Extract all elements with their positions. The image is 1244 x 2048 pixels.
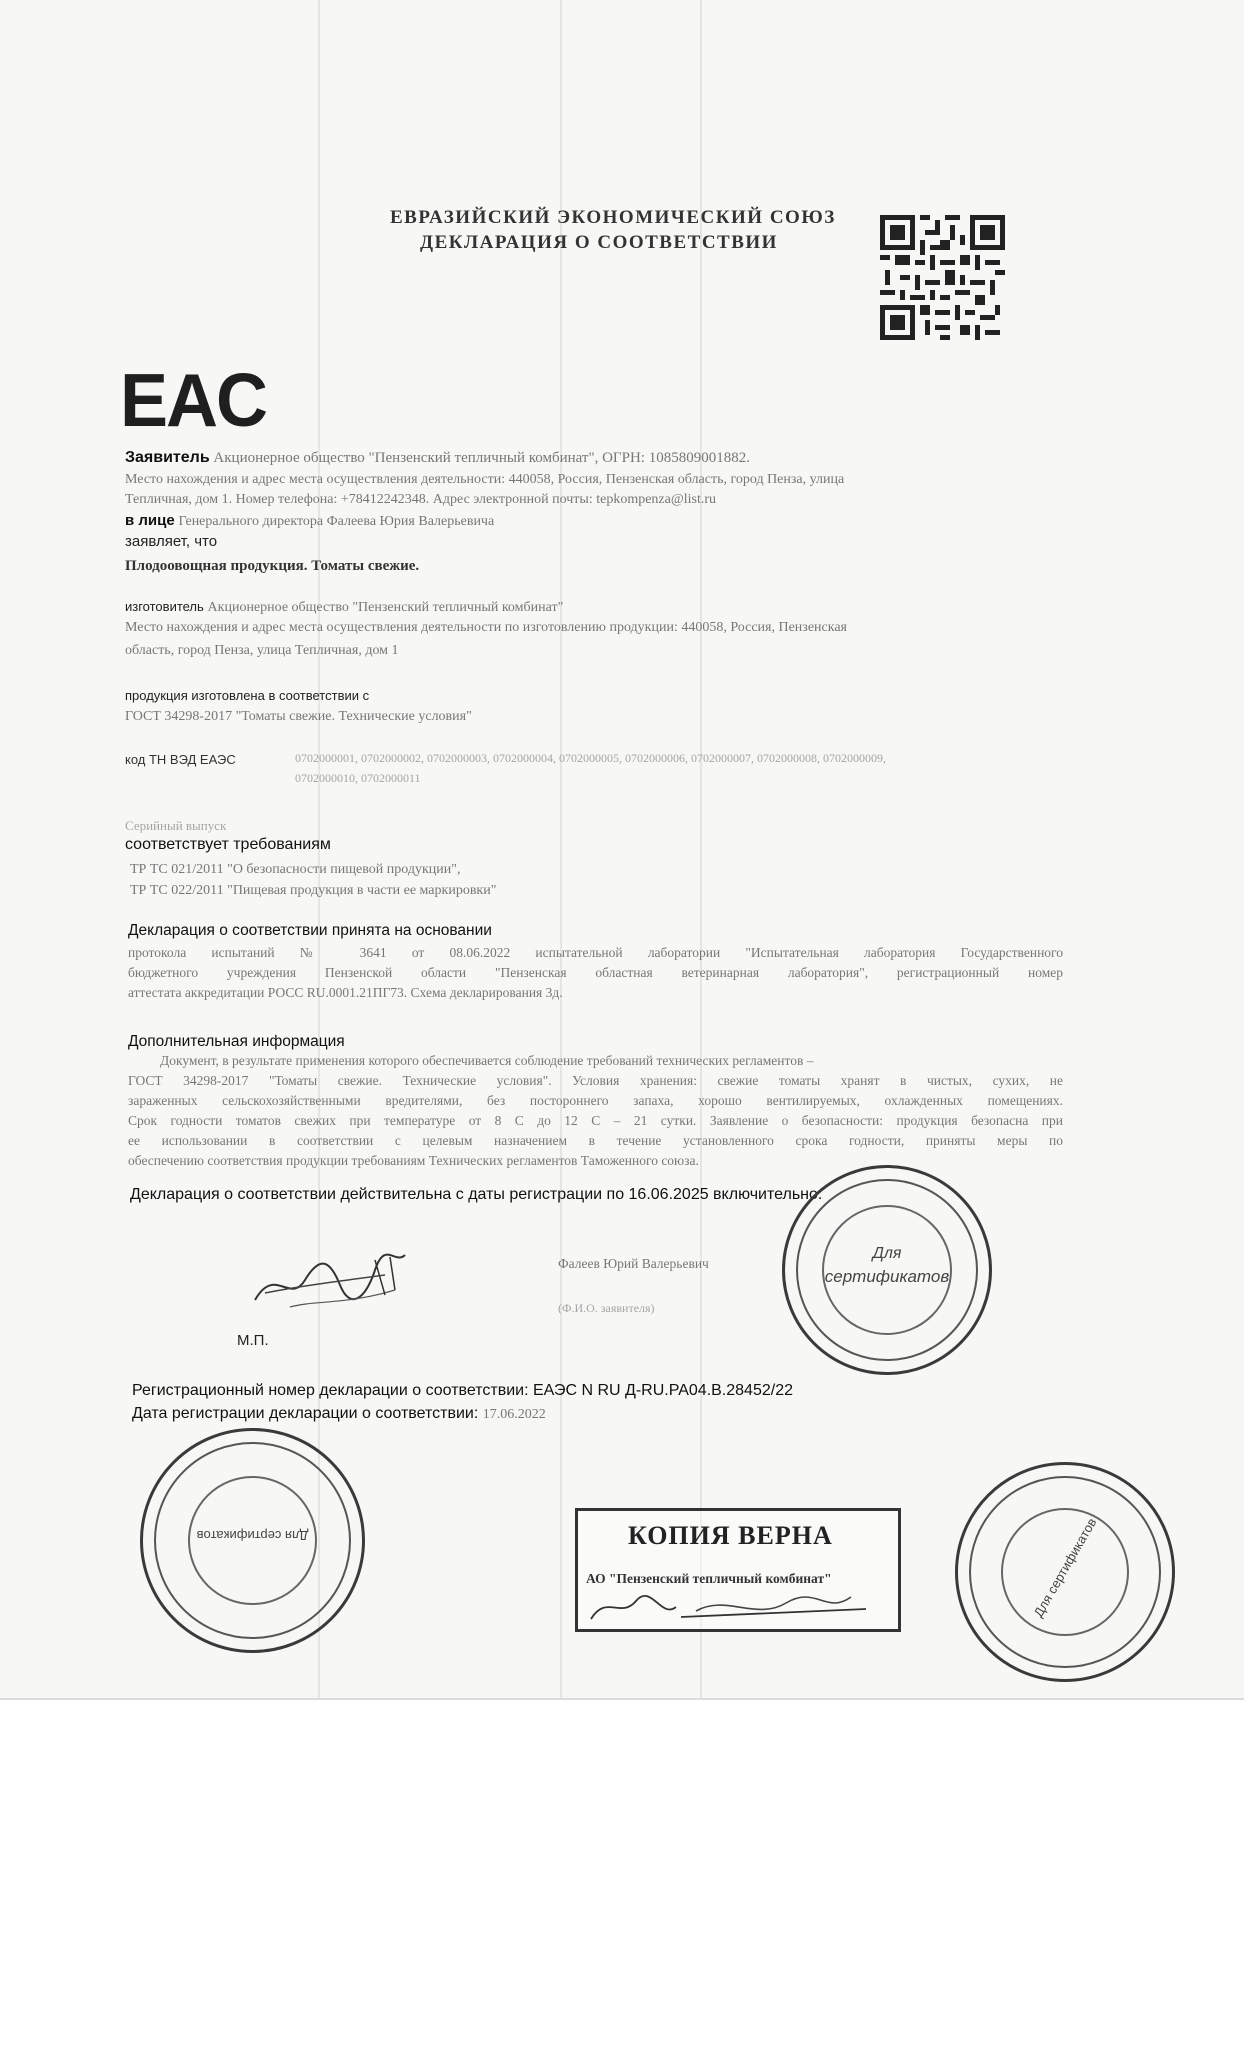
applicant-address-2: Тепличная, дом 1. Номер телефона: +78412242348. Адрес электронной почты: tepkompenza@list.ru: [125, 492, 717, 507]
seal-right-text-2: сертификатов: [824, 1267, 950, 1286]
validity-statement: Декларация о соответствии действительна с даты регистрации по 16.06.2025 включительно.: [130, 1186, 823, 1203]
basis-text-2: бюджетного учреждения Пензенской области "Пензенская областная ветеринарная лаборатория", регистрационный номер: [128, 965, 1063, 980]
standard-text: ГОСТ 34298-2017 "Томаты свежие. Технические условия": [125, 709, 472, 724]
requirement-2: ТР ТС 022/2011 "Пищевая продукция в части ее маркировки": [130, 883, 497, 898]
additional-text-2: ГОСТ 34298-2017 "Томаты свежие. Технические условия". Условия хранения: свежие томаты хранят в чистых, сухих, не: [128, 1073, 1063, 1088]
manufacturer-text: Акционерное общество "Пензенский тепличный комбинат": [207, 600, 564, 615]
signer-name: Фалеев Юрий Валерьевич: [558, 1256, 709, 1271]
round-seal-left: [140, 1428, 365, 1653]
round-seal-right: [782, 1165, 992, 1375]
registration-date-line: [132, 1405, 546, 1423]
registration-number: ЕАЭС N RU Д-RU.PA04.B.28452/22: [532, 1382, 793, 1399]
additional-text-4: Срок годности томатов свежих при температуре от 8 С до 12 С – 21 сутки. Заявление о безопасности: продукция безопасна при: [128, 1113, 1063, 1128]
declaration-title: ДЕКЛАРАЦИЯ О СООТВЕТСТВИИ: [420, 232, 778, 253]
copy-signature: [586, 1589, 886, 1625]
seal-placeholder-label: М.П.: [237, 1332, 269, 1349]
standard-label: продукция изготовлена в соответствии с: [125, 688, 370, 703]
qr-code: [880, 215, 1005, 340]
declares-label: заявляет, что: [125, 533, 218, 550]
serial-release: Серийный выпуск: [125, 818, 227, 833]
signature-scribble: [235, 1245, 425, 1325]
seal-bottom-right-text: Для сертификатов: [1030, 1515, 1100, 1620]
additional-text-1: Документ, в результате применения которого обеспечивается соблюдение требований технических регламентов –: [160, 1053, 814, 1068]
applicant-address-1: Место нахождения и адрес места осуществления деятельности: 440058, Россия, Пензенская область, город Пенза, улица: [125, 472, 845, 487]
tnved-codes-2: 0702000010, 0702000011: [295, 771, 421, 785]
representative-line: [125, 511, 494, 532]
copy-verified-stamp: [575, 1508, 901, 1632]
additional-text-6: обеспечению соответствия продукции требованиям Технических регламентов Таможенного союза.: [128, 1153, 699, 1168]
eac-logo: EAC: [120, 359, 267, 443]
applicant-line: [125, 448, 750, 468]
additional-label: Дополнительная информация: [128, 1033, 345, 1050]
basis-text-1: протокола испытаний № 3641 от 08.06.2022 испытательной лаборатории "Испытательная лаборатория Государственного: [128, 945, 1063, 960]
copy-verified-org: АО "Пензенский тепличный комбинат": [586, 1571, 832, 1586]
manufacturer-address-2: область, город Пенза, улица Тепличная, дом 1: [125, 643, 399, 658]
manufacturer-address-1: Место нахождения и адрес места осуществления деятельности по изготовлению продукции: 440058, Россия, Пензенская: [125, 620, 847, 635]
applicant-text: Акционерное общество "Пензенский тепличный комбинат", ОГРН: 1085809001882.: [213, 450, 750, 466]
signer-caption: (Ф.И.О. заявителя): [558, 1301, 655, 1315]
round-seal-bottom-right: [955, 1462, 1175, 1682]
additional-text-3: зараженных сельскохозяйственными вредителями, без постороннего запаха, хорошо вентилируемых, охлажденных помещениях.: [128, 1093, 1063, 1108]
representative-text: Генерального директора Фалеева Юрия Валерьевича: [178, 514, 495, 529]
seal-left-text: Для сертификатов: [196, 1528, 309, 1543]
representative-label: в лице: [125, 512, 175, 529]
registration-date: 17.06.2022: [482, 1407, 546, 1422]
basis-text-3: аттестата аккредитации РОСС RU.0001.21ПГ73. Схема декларирования 3д.: [128, 985, 563, 1000]
registration-date-label: Дата регистрации декларации о соответствии:: [132, 1405, 479, 1422]
registration-number-label: Регистрационный номер декларации о соответствии:: [132, 1382, 529, 1399]
union-title: ЕВРАЗИЙСКИЙ ЭКОНОМИЧЕСКИЙ СОЮЗ: [390, 207, 836, 228]
tnved-codes-1: 0702000001, 0702000002, 0702000003, 0702000004, 0702000005, 0702000006, 0702000007, 0702000008, 0702000009,: [295, 751, 886, 765]
requirements-label: соответствует требованиям: [125, 836, 331, 853]
manufacturer-line: [125, 597, 563, 618]
product-name: Плодоовощная продукция. Томаты свежие.: [125, 558, 420, 574]
registration-number-line: [132, 1382, 793, 1400]
additional-text-5: ее использовании в соответствии с целевым назначением в течение установленного срока годности, приняты меры по: [128, 1133, 1063, 1148]
basis-label: Декларация о соответствии принята на основании: [128, 922, 492, 939]
tnved-label: код ТН ВЭД ЕАЭС: [125, 752, 236, 767]
seal-right-text-1: Для: [872, 1245, 902, 1262]
requirement-1: ТР ТС 021/2011 "О безопасности пищевой продукции",: [130, 862, 461, 877]
copy-verified-title: КОПИЯ ВЕРНА: [628, 1521, 833, 1550]
manufacturer-label: изготовитель: [125, 599, 204, 614]
applicant-label: Заявитель: [125, 449, 210, 466]
